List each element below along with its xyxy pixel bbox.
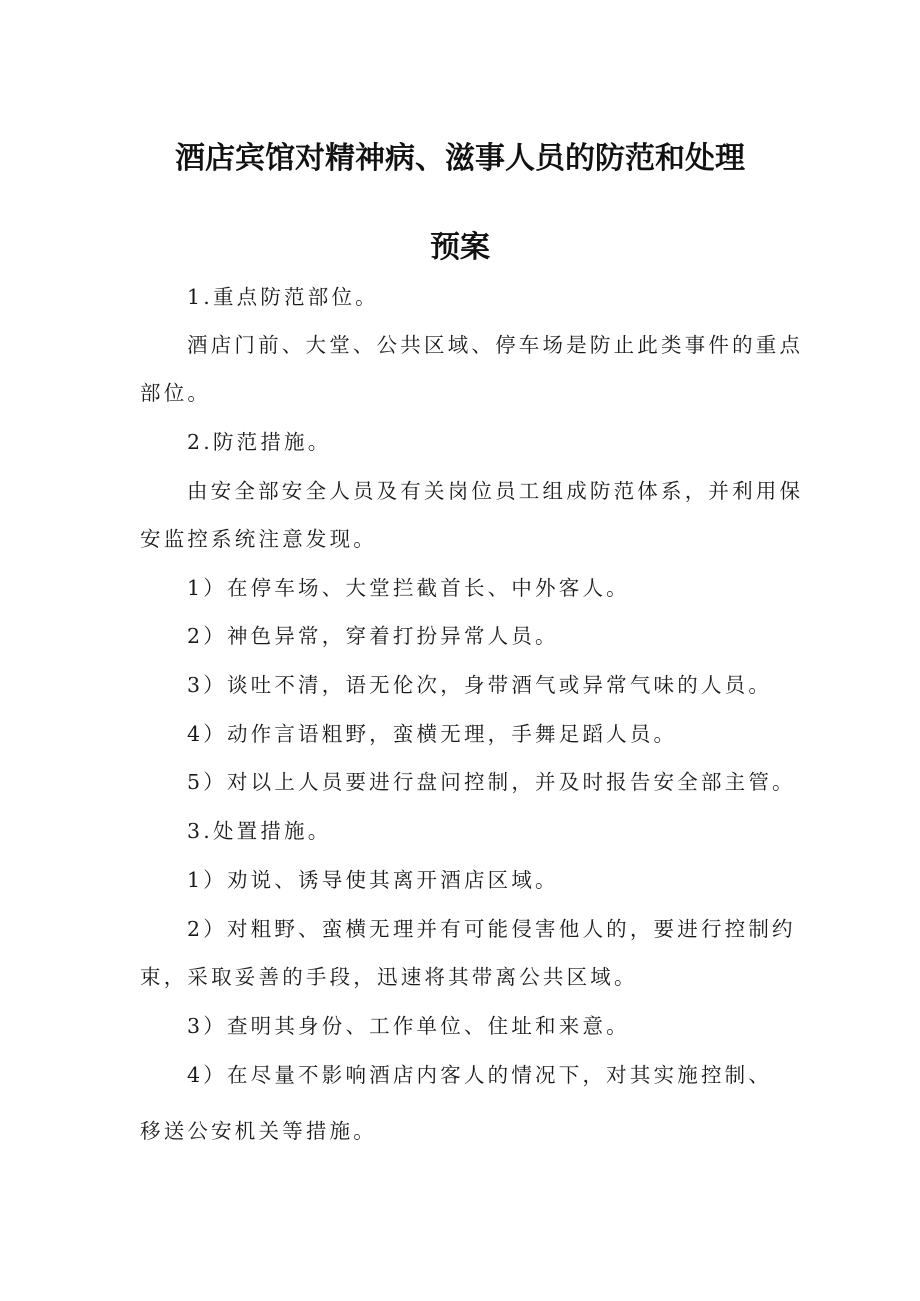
list-item: 5）对以上人员要进行盘问控制，并及时报告安全部主管。 bbox=[187, 770, 796, 794]
list-item: 4）动作言语粗野，蛮横无理，手舞足蹈人员。 bbox=[187, 722, 678, 746]
paragraph-line: 部位。 bbox=[140, 381, 212, 405]
list-item: 1）劝说、诱导使其离开酒店区域。 bbox=[187, 868, 559, 892]
paragraph-line: 由安全部安全人员及有关岗位员工组成防范体系，并利用保 bbox=[187, 479, 804, 503]
paragraph-line: 酒店门前、大堂、公共区域、停车场是防止此类事件的重点 bbox=[187, 333, 804, 357]
list-item: 2）对粗野、蛮横无理并有可能侵害他人的，要进行控制约 bbox=[187, 917, 796, 941]
list-item: 1）在停车场、大堂拦截首长、中外客人。 bbox=[187, 576, 630, 600]
section-heading-2: 2.防范措施。 bbox=[187, 430, 332, 454]
document-title: 酒店宾馆对精神病、滋事人员的防范和处理 bbox=[175, 141, 745, 176]
document-title-continued: 预案 bbox=[430, 230, 490, 265]
list-item: 2）神色异常，穿着打扮异常人员。 bbox=[187, 624, 559, 648]
list-item: 4）在尽量不影响酒店内客人的情况下，对其实施控制、 bbox=[187, 1063, 773, 1087]
list-item-continued: 束，采取妥善的手段，迅速将其带离公共区域。 bbox=[140, 965, 638, 989]
paragraph-line: 安监控系统注意发现。 bbox=[140, 527, 377, 551]
list-item-continued: 移送公安机关等措施。 bbox=[140, 1119, 377, 1143]
list-item: 3）查明其身份、工作单位、住址和来意。 bbox=[187, 1014, 630, 1038]
section-heading-1: 1.重点防范部位。 bbox=[187, 285, 379, 309]
list-item: 3）谈吐不清，语无伦次，身带酒气或异常气味的人员。 bbox=[187, 673, 773, 697]
section-heading-3: 3.处置措施。 bbox=[187, 819, 332, 843]
